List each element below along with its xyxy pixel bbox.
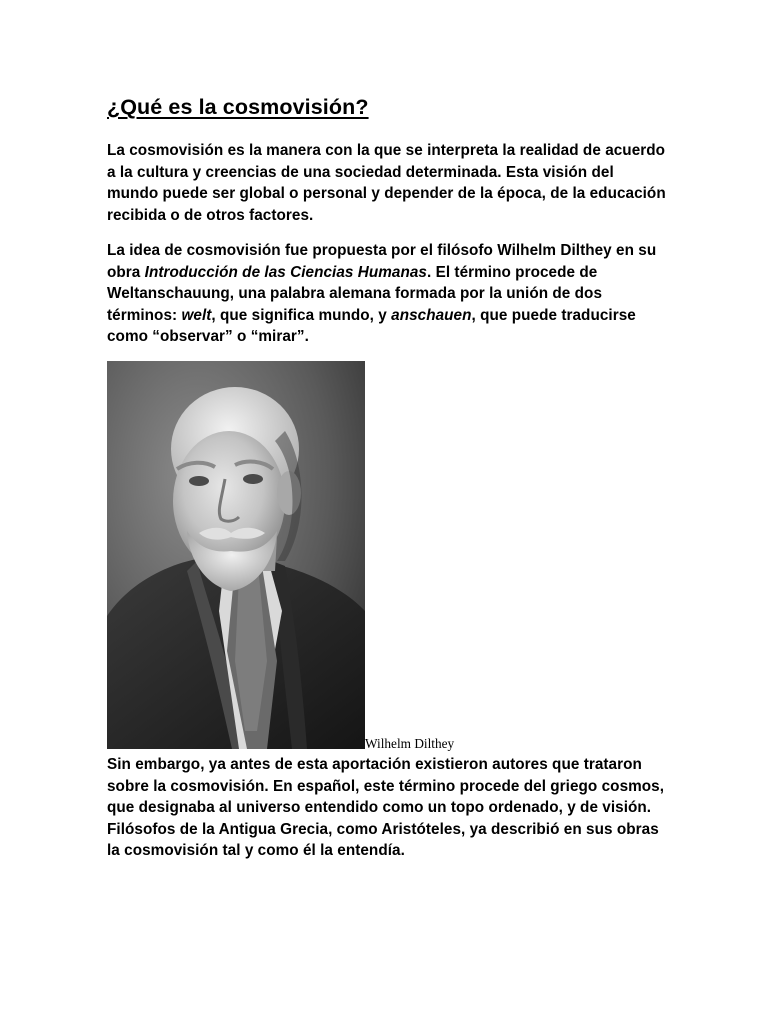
term-anschauen: anschauen	[391, 306, 472, 324]
paragraph-origin-text-3: , que significa mundo, y	[211, 306, 392, 324]
portrait-photo	[107, 361, 365, 749]
paragraph-origin	[107, 240, 667, 348]
paragraph-origin-text-1: La idea de cosmovisión fue propuesta por el filósofo Wilhelm Dilthey en su obra	[107, 242, 657, 281]
image-caption: Wilhelm Dilthey	[365, 736, 455, 751]
paragraph-history: Sin embargo, ya antes de esta aportación existieron autores que trataron sobre la cosmovisión. En español, este término procede del griego cosmos, que designaba al universo entendido como un topo ordenado, y de visión. Filósofos de la Antigua Grecia, como Aristóteles, ya describió en sus obras la cosmovisión tal y como él la entendía.	[107, 756, 665, 859]
work-title: Introducción de las Ciencias Humanas	[144, 263, 427, 281]
paragraph-origin-text-4: , que puede traducirse como “observar” o “mirar”.	[107, 306, 636, 345]
page-title: ¿Qué es la cosmovisión?	[107, 95, 369, 119]
paragraph-intro: La cosmovisión es la manera con la que se interpreta la realidad de acuerdo a la cultura y creencias de una sociedad determinada. Esta visión del mundo puede ser global o personal y depender de la época, de la educación recibida o de otros factores.	[107, 142, 666, 224]
paragraph-origin-text-2: . El término procede de Weltanschauung, una palabra alemana formada por la unión de dos términos:	[107, 263, 603, 324]
term-welt: welt	[181, 306, 212, 324]
